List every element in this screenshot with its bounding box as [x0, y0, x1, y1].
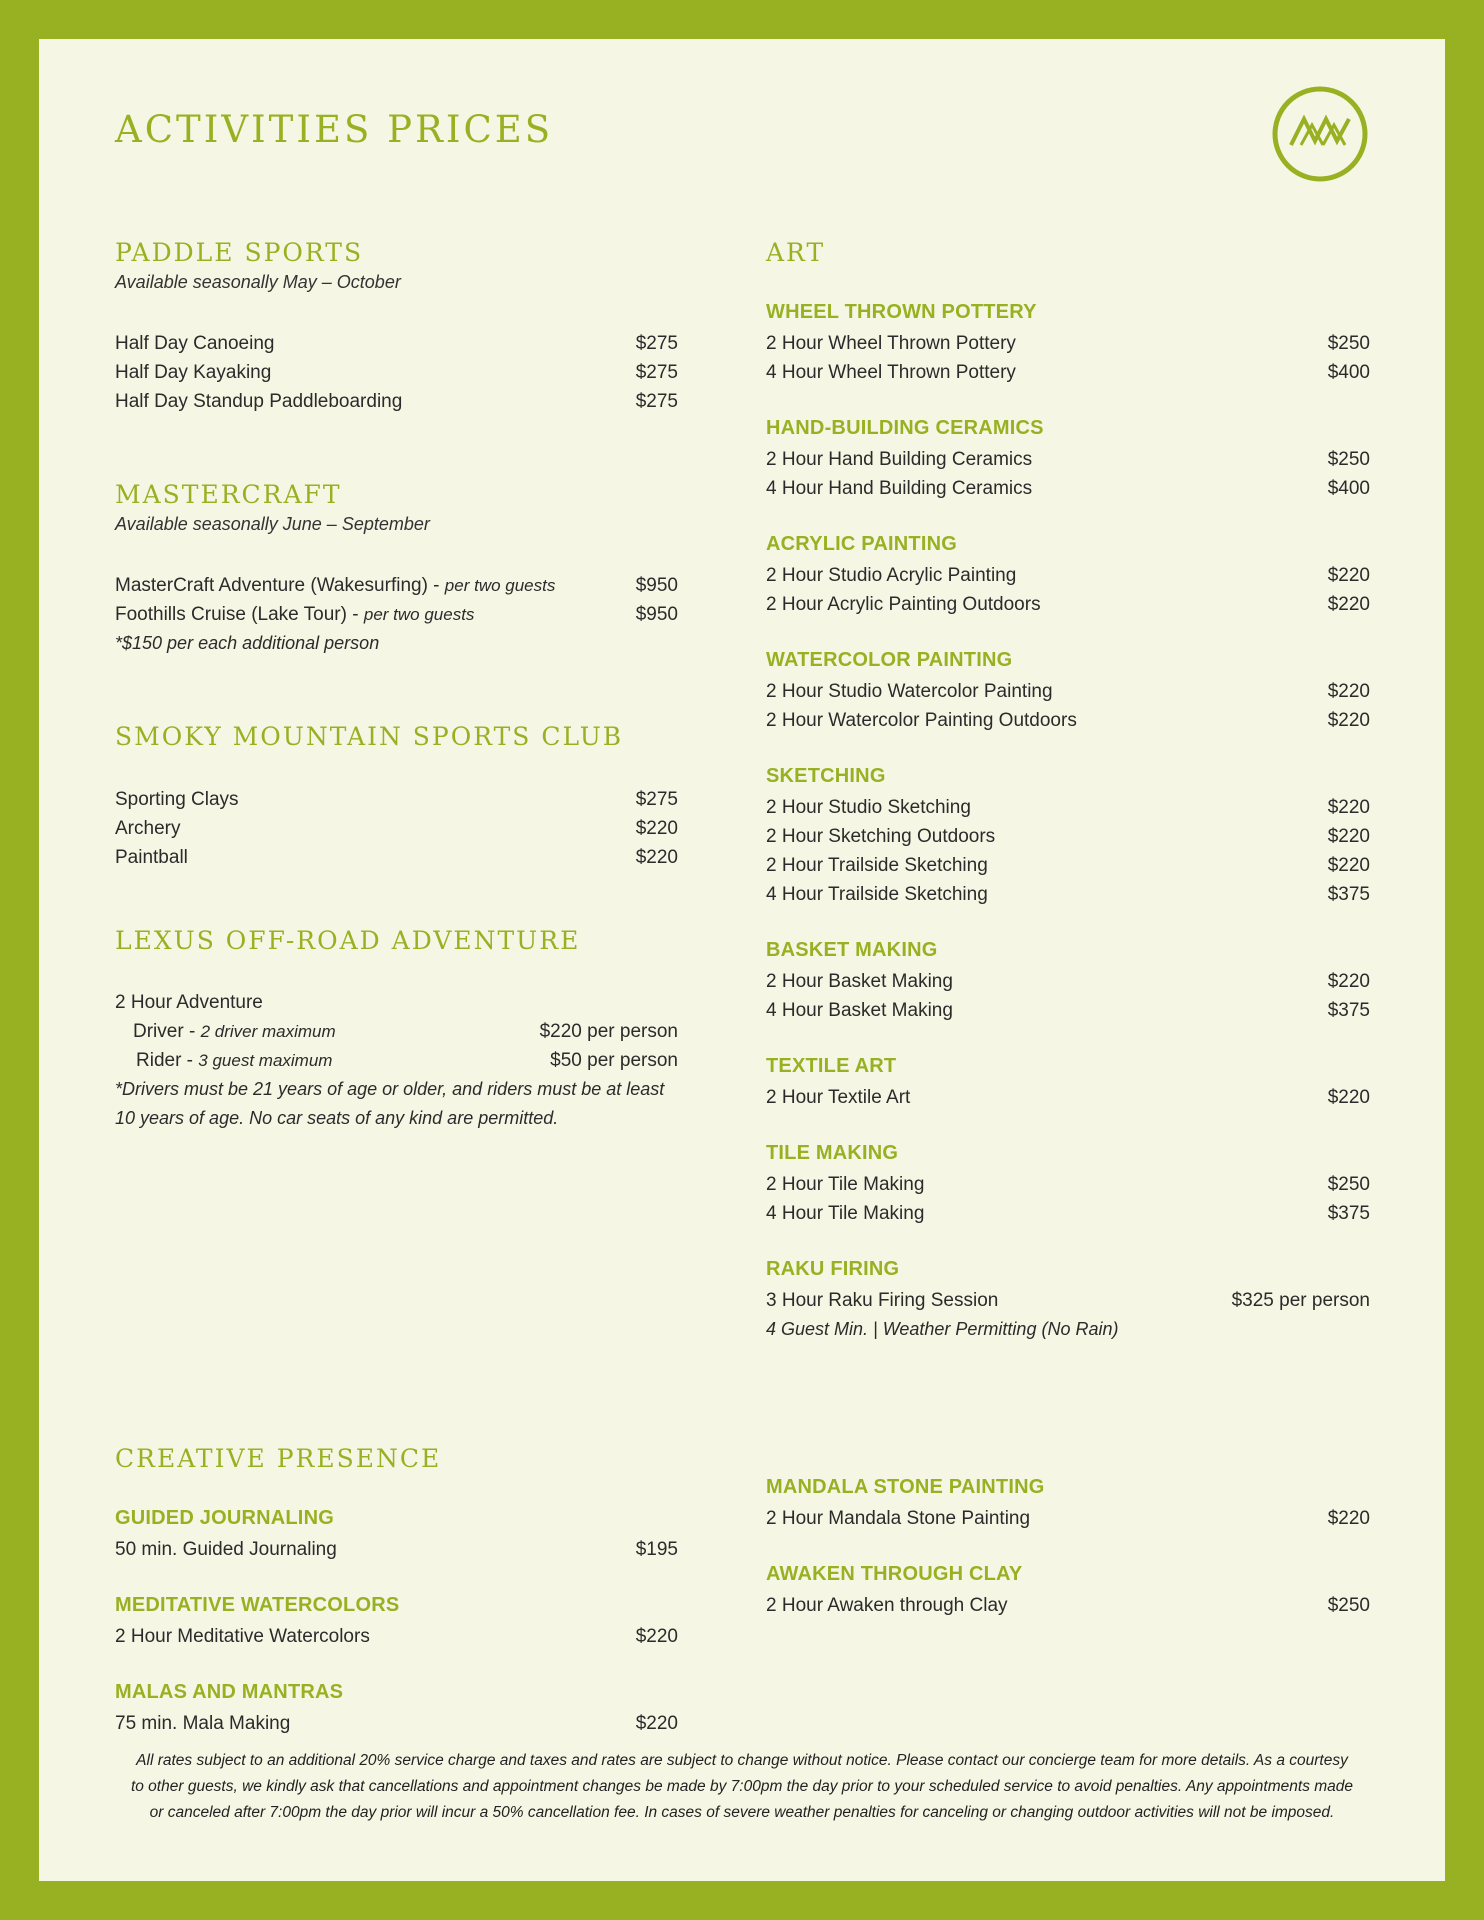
list-item — [766, 677, 1379, 706]
subsection-title: BASKET MAKING — [766, 939, 938, 961]
lexus-footnote-1: *Drivers must be 21 years of age or older, and riders must be at least — [115, 1079, 665, 1099]
item-name: Rider - 3 guest maximum — [136, 1050, 333, 1071]
item-price: $220 — [1327, 710, 1370, 731]
list-item — [766, 996, 1379, 1025]
item-price: $375 — [1327, 1203, 1370, 1224]
list-item — [115, 329, 685, 358]
list-item — [115, 814, 685, 843]
item-name: Sporting Clays — [115, 789, 239, 810]
list-item — [766, 561, 1379, 590]
subsection-title: SKETCHING — [766, 765, 886, 787]
item-name: 50 min. Guided Journaling — [115, 1539, 337, 1560]
list-item — [115, 358, 685, 387]
item-name: 2 Hour Studio Acrylic Painting — [766, 565, 1017, 586]
subsection-title: AWAKEN THROUGH CLAY — [766, 1563, 1023, 1585]
item-price: $275 — [635, 362, 678, 383]
subsection-title: TILE MAKING — [766, 1142, 899, 1164]
item-name: 2 Hour Wheel Thrown Pottery — [766, 333, 1016, 354]
list-item — [766, 880, 1379, 909]
item-price: $325 per person — [1231, 1290, 1370, 1311]
item-name: 4 Hour Wheel Thrown Pottery — [766, 362, 1016, 383]
subsection-title: WHEEL THROWN POTTERY — [766, 301, 1037, 323]
mastercraft-note: Available seasonally June – September — [115, 514, 430, 534]
list-item — [766, 1199, 1379, 1228]
lexus-heading: 2 Hour Adventure — [115, 992, 263, 1013]
item-name: 4 Hour Basket Making — [766, 1000, 953, 1021]
item-name: 2 Hour Sketching Outdoors — [766, 826, 996, 847]
list-item — [115, 1622, 685, 1651]
mastercraft-footnote: *$150 per each additional person — [115, 633, 380, 653]
list-item — [766, 590, 1379, 619]
item-name: Half Day Kayaking — [115, 362, 272, 383]
item-detail: per two guests — [363, 605, 475, 624]
list-item — [115, 1709, 685, 1738]
item-name: 2 Hour Studio Watercolor Painting — [766, 681, 1053, 702]
list-item — [766, 1591, 1379, 1620]
subsection-title: ACRYLIC PAINTING — [766, 533, 957, 555]
item-price: $950 — [635, 604, 678, 625]
item-price: $250 — [1327, 333, 1370, 354]
item-name: Half Day Canoeing — [115, 333, 275, 354]
item-name: 2 Hour Trailside Sketching — [766, 855, 988, 876]
item-name: Foothills Cruise (Lake Tour) - per two guests — [115, 604, 475, 625]
list-item — [766, 1083, 1379, 1112]
item-name: 2 Hour Tile Making — [766, 1174, 925, 1195]
subsection-title: RAKU FIRING — [766, 1258, 900, 1280]
item-detail: 2 driver maximum — [200, 1022, 336, 1041]
item-name: 2 Hour Mandala Stone Painting — [766, 1508, 1031, 1529]
item-name: 4 Hour Tile Making — [766, 1203, 925, 1224]
list-item — [766, 358, 1379, 387]
list-item — [115, 785, 685, 814]
list-item — [115, 1046, 685, 1075]
item-name: 2 Hour Awaken through Clay — [766, 1595, 1008, 1616]
item-price: $50 per person — [550, 1050, 678, 1071]
item-price: $220 — [1327, 797, 1370, 818]
item-name: 2 Hour Studio Sketching — [766, 797, 971, 818]
paddle-sports-title: PADDLE SPORTS — [115, 238, 364, 267]
item-price: $250 — [1327, 1595, 1370, 1616]
mastercraft-title: MASTERCRAFT — [115, 480, 342, 509]
item-price: $220 — [1327, 681, 1370, 702]
item-price: $400 — [1327, 362, 1370, 383]
footer-line: or canceled after 7:00pm the day prior will incur a 50% cancellation fee. In cases of severe weather penalties for canceling or changing outdoor activities will not be imposed. — [149, 1804, 1335, 1821]
lexus-title: LEXUS OFF-ROAD ADVENTURE — [115, 926, 581, 955]
list-item — [115, 387, 685, 416]
subsection-title: WATERCOLOR PAINTING — [766, 649, 1013, 671]
list-item — [115, 600, 685, 629]
item-price: $220 — [1327, 826, 1370, 847]
list-item — [766, 1286, 1379, 1315]
list-item — [766, 851, 1379, 880]
item-price: $220 — [635, 847, 678, 868]
footer-disclaimer — [109, 1748, 1375, 1826]
list-item — [766, 474, 1379, 503]
item-name: 75 min. Mala Making — [115, 1713, 291, 1734]
smoky-mountain-title: SMOKY MOUNTAIN SPORTS CLUB — [115, 722, 624, 751]
item-price: $195 — [635, 1539, 678, 1560]
item-price: $275 — [635, 333, 678, 354]
footer-line: to other guests, we kindly ask that cancellations and appointment changes be made by 7:00pm the day prior to your scheduled service to avoid penalties. Any appointments made — [130, 1778, 1354, 1795]
item-price: $220 per person — [539, 1021, 678, 1042]
item-name: 2 Hour Basket Making — [766, 971, 953, 992]
subsection-title: GUIDED JOURNALING — [115, 1507, 334, 1529]
item-price: $250 — [1327, 1174, 1370, 1195]
item-price: $275 — [635, 789, 678, 810]
item-name: 3 Hour Raku Firing Session — [766, 1290, 999, 1311]
item-price: $220 — [1327, 1087, 1370, 1108]
lexus-footnote-2: 10 years of age. No car seats of any kind are permitted. — [115, 1108, 559, 1128]
item-price: $220 — [1327, 855, 1370, 876]
list-item — [766, 1170, 1379, 1199]
art-title: ART — [766, 238, 826, 267]
list-item — [766, 329, 1379, 358]
list-item — [766, 822, 1379, 851]
item-name: 2 Hour Hand Building Ceramics — [766, 449, 1033, 470]
paddle-sports-note: Available seasonally May – October — [115, 272, 401, 292]
item-name: Driver - 2 driver maximum — [133, 1021, 336, 1042]
item-price: $220 — [1327, 565, 1370, 586]
subsection-title: HAND-BUILDING CERAMICS — [766, 417, 1044, 439]
item-name: 2 Hour Meditative Watercolors — [115, 1626, 370, 1647]
item-name: 4 Hour Trailside Sketching — [766, 884, 988, 905]
list-item — [766, 706, 1379, 735]
item-price: $220 — [1327, 1508, 1370, 1529]
list-item — [766, 793, 1379, 822]
item-name: Archery — [115, 818, 181, 839]
footer-line: All rates subject to an additional 20% service charge and taxes and rates are subject to change without notice. Please contact our concierge team for more details. As a courtesy — [136, 1752, 1348, 1769]
list-item — [115, 1535, 685, 1564]
list-item — [766, 967, 1379, 996]
item-price: $400 — [1327, 478, 1370, 499]
item-price: $220 — [1327, 594, 1370, 615]
item-price: $950 — [635, 575, 678, 596]
item-detail: 3 guest maximum — [198, 1051, 333, 1070]
item-name: Paintball — [115, 847, 188, 868]
item-price: $220 — [635, 818, 678, 839]
raku-note: 4 Guest Min. | Weather Permitting (No Rain) — [766, 1319, 1119, 1339]
mountain-logo-icon — [1271, 85, 1369, 183]
item-name: 2 Hour Watercolor Painting Outdoors — [766, 710, 1077, 731]
item-price: $220 — [635, 1713, 678, 1734]
item-price: $220 — [1327, 971, 1370, 992]
list-item — [766, 445, 1379, 474]
list-item — [115, 843, 685, 872]
item-name: 2 Hour Acrylic Painting Outdoors — [766, 594, 1041, 615]
list-item — [766, 1504, 1379, 1533]
item-name: Half Day Standup Paddleboarding — [115, 391, 403, 412]
list-item — [115, 571, 685, 600]
item-name: MasterCraft Adventure (Wakesurfing) - per two guests — [115, 575, 556, 596]
item-price: $375 — [1327, 884, 1370, 905]
list-item — [115, 1017, 685, 1046]
subsection-title: MANDALA STONE PAINTING — [766, 1476, 1045, 1498]
subsection-title: TEXTILE ART — [766, 1055, 897, 1077]
item-name: 2 Hour Textile Art — [766, 1087, 911, 1108]
subsection-title: MALAS AND MANTRAS — [115, 1681, 344, 1703]
creative-presence-title: CREATIVE PRESENCE — [115, 1444, 442, 1473]
item-price: $250 — [1327, 449, 1370, 470]
subsection-title: MEDITATIVE WATERCOLORS — [115, 1594, 400, 1616]
item-price: $220 — [635, 1626, 678, 1647]
item-name: 4 Hour Hand Building Ceramics — [766, 478, 1033, 499]
item-price: $375 — [1327, 1000, 1370, 1021]
item-price: $275 — [635, 391, 678, 412]
price-sheet — [39, 39, 1445, 1881]
item-detail: per two guests — [444, 576, 556, 595]
page-title: ACTIVITIES PRICES — [115, 108, 554, 151]
